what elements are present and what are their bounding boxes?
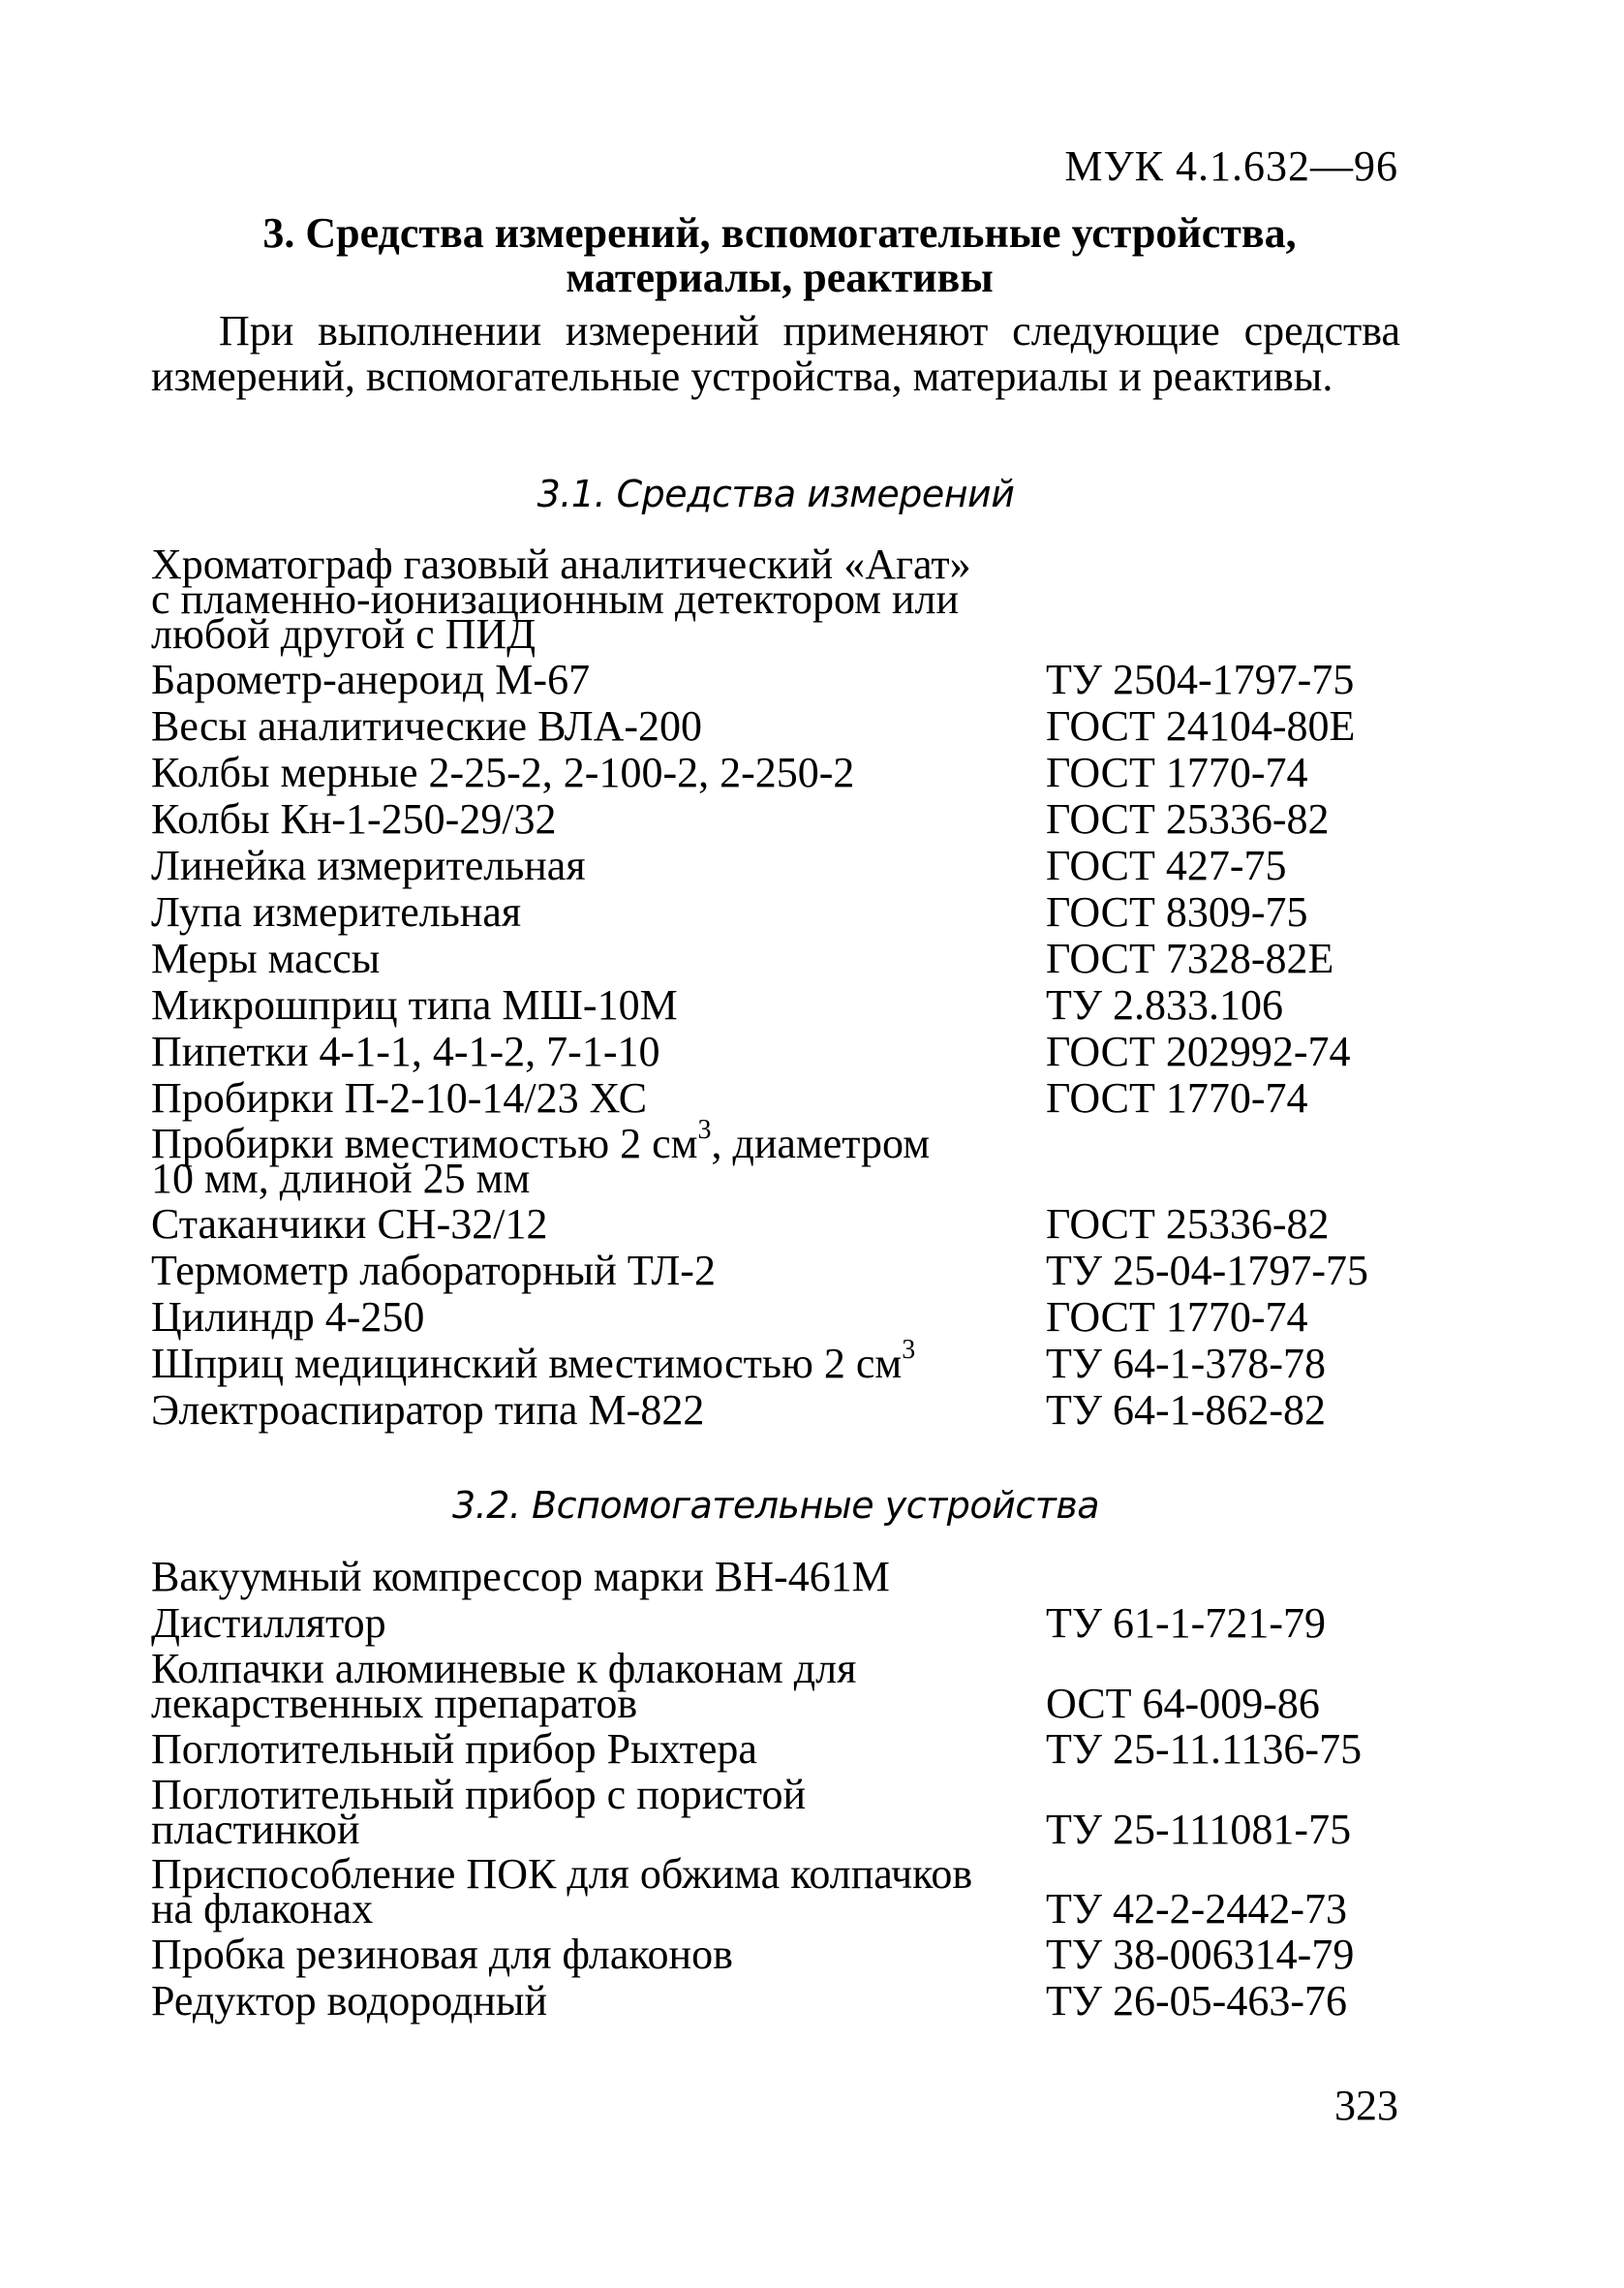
list-item: [151, 1115, 1410, 1202]
item-name: Микрошприц типа МШ-10М: [151, 981, 678, 1029]
item-standard: ТУ 25-11.1136-75: [1046, 1725, 1363, 1773]
document-code: МУК 4.1.632—96: [1064, 142, 1398, 190]
item-name-line: Поглотительный прибор с пористой: [151, 1771, 807, 1818]
list-item: [151, 703, 1410, 750]
item-standard: ТУ 64-1-862-82: [1046, 1386, 1326, 1434]
item-name-line: пластинкой: [151, 1806, 360, 1853]
item-standard: ТУ 2.833.106: [1046, 981, 1284, 1029]
item-name-line: Приспособление ПОК для обжима колпачков: [151, 1850, 973, 1898]
item-name: Меры массы: [151, 935, 381, 982]
item-name-line: с пламенно-ионизационным детектором или: [151, 575, 960, 623]
auxiliary-devices-list: [151, 1554, 1410, 2025]
item-standard: ТУ 38-006314-79: [1046, 1931, 1355, 1978]
item-name: Линейка измерительная: [151, 842, 586, 889]
item-standard: ГОСТ 1770-74: [1046, 749, 1308, 796]
list-item: [151, 936, 1410, 982]
superscript: 3: [902, 1335, 916, 1366]
list-item: [151, 889, 1410, 936]
item-name: Редуктор водородный: [151, 1977, 548, 2025]
section-title-line-2: материалы, реактивы: [566, 254, 994, 301]
item-standard: ТУ 26-05-463-76: [1046, 1977, 1347, 2025]
item-name: Пробка резиновая для флаконов: [151, 1931, 733, 1978]
item-name: Барометр-анероид М-67: [151, 656, 591, 703]
item-name-part: Пробирки вместимостью 2 см: [151, 1120, 698, 1167]
item-standard: ГОСТ 25336-82: [1046, 1200, 1330, 1248]
list-item: [151, 1294, 1410, 1341]
item-name: Стаканчики СН-32/12: [151, 1200, 548, 1248]
item-standard: ТУ 64-1-378-78: [1046, 1340, 1326, 1387]
page-number: 323: [1334, 2082, 1398, 2129]
item-name-line: любой другой с ПИД: [151, 610, 536, 658]
subheading-measuring-instruments: 3.1. Средства измерений: [536, 473, 1015, 515]
item-name: Электроаспиратор типа М-822: [151, 1386, 705, 1434]
item-name-line: Хроматограф газовый аналитический «Агат»: [151, 541, 971, 588]
item-name: Вакуумный компрессор марки ВН-461М: [151, 1553, 890, 1600]
list-item: [151, 1387, 1410, 1434]
list-item: [151, 1248, 1410, 1294]
section-title: [155, 211, 1404, 300]
list-item: [151, 657, 1410, 703]
item-name-part: Шприц медицинский вместимостью 2 см: [151, 1340, 903, 1387]
item-standard: ГОСТ 24104-80Е: [1046, 702, 1356, 750]
item-name: Термометр лабораторный ТЛ-2: [151, 1247, 716, 1294]
item-standard: ГОСТ 8309-75: [1046, 888, 1308, 936]
list-item: [151, 1978, 1410, 2025]
list-item: [151, 843, 1410, 889]
list-item: [151, 1600, 1410, 1647]
item-name: Лупа измерительная: [151, 888, 522, 936]
item-standard: ТУ 42-2-2442-73: [1046, 1885, 1347, 1932]
item-standard: ГОСТ 427-75: [1046, 842, 1287, 889]
superscript: 3: [697, 1115, 712, 1146]
item-name-line: 10 мм, длиной 25 мм: [151, 1155, 531, 1202]
item-standard: ГОСТ 1770-74: [1046, 1293, 1308, 1341]
item-name: [151, 1335, 1046, 1387]
list-item: [151, 1335, 1410, 1387]
item-name: Дистиллятор: [151, 1599, 386, 1647]
list-item: [151, 1726, 1410, 1773]
list-item: [151, 1029, 1410, 1075]
item-standard: ГОСТ 25336-82: [1046, 795, 1330, 843]
item-name: Колбы Кн-1-250-29/32: [151, 795, 557, 843]
item-name: Пипетки 4-1-1, 4-1-2, 7-1-10: [151, 1028, 660, 1075]
item-standard: ТУ 25-04-1797-75: [1046, 1247, 1368, 1294]
item-name-part: , диаметром: [711, 1120, 931, 1167]
list-item: [151, 542, 1410, 657]
measuring-instruments-list: [151, 542, 1410, 1434]
item-name: Колбы мерные 2-25-2, 2-100-2, 2-250-2: [151, 749, 855, 796]
item-standard: ГОСТ 1770-74: [1046, 1074, 1308, 1122]
list-item: [151, 796, 1410, 843]
item-standard: ГОСТ 202992-74: [1046, 1028, 1351, 1075]
item-name: Весы аналитические ВЛА-200: [151, 702, 703, 750]
list-item: [151, 1554, 1410, 1600]
list-item: [151, 1201, 1410, 1248]
section-title-line-1: 3. Средства измерений, вспомогательные устройства,: [262, 209, 1297, 257]
item-standard: ТУ 2504-1797-75: [1046, 656, 1355, 703]
item-standard: ТУ 61-1-721-79: [1046, 1599, 1326, 1647]
list-item: [151, 1075, 1410, 1122]
intro-paragraph: При выполнении измерений применяют следующие средства измерений, вспомогательные устройства, материалы и реактивы.: [151, 307, 1400, 400]
list-item: [151, 1773, 1410, 1852]
item-standard: ОСТ 64-009-86: [1046, 1680, 1320, 1727]
item-name-line: на флаконах: [151, 1885, 374, 1932]
list-item: [151, 1932, 1410, 1978]
list-item: [151, 750, 1410, 796]
subheading-auxiliary-devices: 3.2. Вспомогательные устройства: [451, 1484, 1100, 1527]
item-name: Пробирки П-2-10-14/23 ХС: [151, 1074, 648, 1122]
list-item: [151, 1852, 1410, 1932]
list-item: [151, 982, 1410, 1029]
item-standard: ТУ 25-111081-75: [1046, 1806, 1352, 1853]
list-item: [151, 1647, 1410, 1726]
item-name-line: лекарственных препаратов: [151, 1680, 638, 1727]
item-standard: ГОСТ 7328-82Е: [1046, 935, 1334, 982]
item-name: Поглотительный прибор Рыхтера: [151, 1725, 757, 1773]
item-name: Цилиндр 4-250: [151, 1293, 425, 1341]
item-name-line: Колпачки алюминевые к флаконам для: [151, 1645, 857, 1692]
